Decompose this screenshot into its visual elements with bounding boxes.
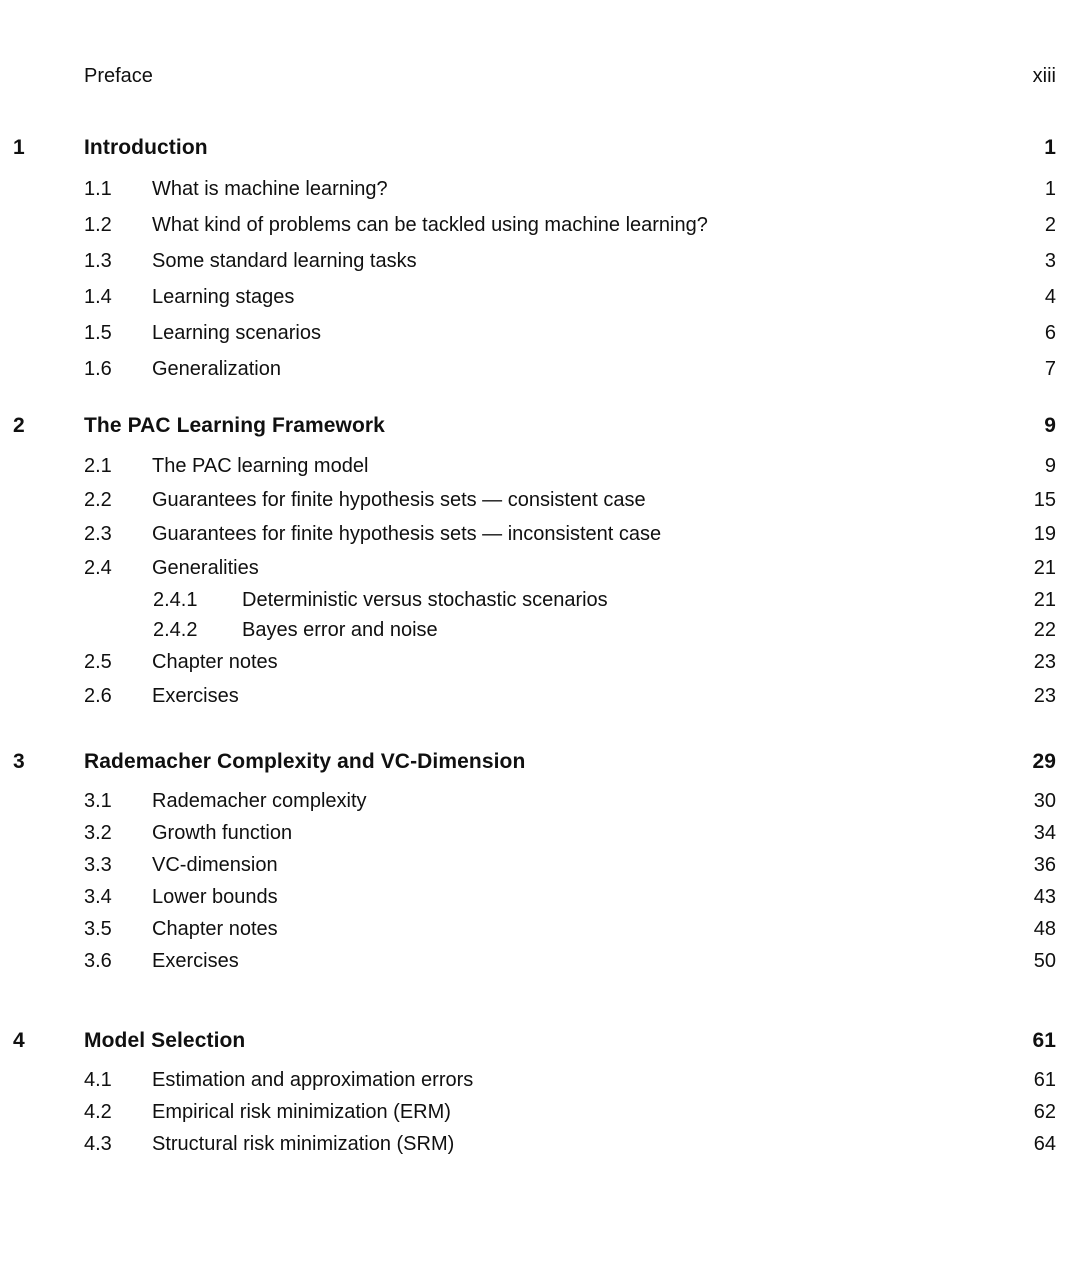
chapter-block xyxy=(0,136,1080,387)
entry-title: Rademacher complexity xyxy=(152,790,367,812)
entry-number: 2.1 xyxy=(84,455,112,477)
entry-title: Learning scenarios xyxy=(152,322,321,344)
entry-page: 21 xyxy=(1033,557,1056,579)
section-entry xyxy=(0,483,1080,517)
entry-number: 2.2 xyxy=(84,489,112,511)
entry-page: 4 xyxy=(1044,286,1056,308)
entry-page: 3 xyxy=(1044,250,1056,272)
entry-number: 1.2 xyxy=(84,214,112,236)
entry-page: 7 xyxy=(1044,358,1056,380)
section-entry xyxy=(0,207,1080,243)
entry-title: VC-dimension xyxy=(152,854,278,876)
entry-page: 61 xyxy=(1033,1069,1056,1091)
entry-title: Structural risk minimization (SRM) xyxy=(152,1133,455,1155)
entry-page: 23 xyxy=(1033,651,1056,673)
entry-title: Chapter notes xyxy=(152,651,278,673)
entry-title: Model Selection xyxy=(84,1029,246,1052)
entry-title: What is machine learning? xyxy=(152,178,388,200)
chapter-heading-entry xyxy=(0,1029,1080,1053)
section-entry xyxy=(0,679,1080,713)
chapter-sections xyxy=(0,1064,1080,1160)
entry-number: 4 xyxy=(13,1029,25,1052)
entry-page: 48 xyxy=(1033,918,1056,940)
entry-page: 21 xyxy=(1033,589,1056,611)
chapter-block xyxy=(0,414,1080,713)
entry-number: 4.2 xyxy=(84,1101,112,1123)
entry-number: 2.4.2 xyxy=(153,619,198,641)
entry-page: 22 xyxy=(1033,619,1056,641)
front-matter-entry xyxy=(0,66,1080,86)
entry-number: 1.5 xyxy=(84,322,112,344)
subsection-entry xyxy=(0,585,1080,615)
entry-page: 9 xyxy=(1044,414,1056,437)
entry-title: The PAC learning model xyxy=(152,455,369,477)
section-entry xyxy=(0,645,1080,679)
entry-number: 1.3 xyxy=(84,250,112,272)
section-entry xyxy=(0,945,1080,977)
chapter-heading-entry xyxy=(0,750,1080,774)
entry-page: 19 xyxy=(1033,523,1056,545)
entry-number: 3.5 xyxy=(84,918,112,940)
entry-page: 6 xyxy=(1044,322,1056,344)
entry-number: 3.3 xyxy=(84,854,112,876)
entry-number: 2.6 xyxy=(84,685,112,707)
section-entry xyxy=(0,351,1080,387)
entry-number: 1.6 xyxy=(84,358,112,380)
chapter-sections xyxy=(0,171,1080,387)
entry-page: 29 xyxy=(1032,750,1056,773)
entry-page: 1 xyxy=(1044,136,1056,159)
entry-page: 50 xyxy=(1033,950,1056,972)
entry-title: Bayes error and noise xyxy=(242,619,438,641)
entry-number: 2.4.1 xyxy=(153,589,198,611)
entry-page: 30 xyxy=(1033,790,1056,812)
entry-number: 3.6 xyxy=(84,950,112,972)
entry-number: 4.3 xyxy=(84,1133,112,1155)
entry-number: 4.1 xyxy=(84,1069,112,1091)
entry-page: 9 xyxy=(1044,455,1056,477)
entry-page: 34 xyxy=(1033,822,1056,844)
section-entry xyxy=(0,1096,1080,1128)
entry-page: 43 xyxy=(1033,886,1056,908)
entry-page: 64 xyxy=(1033,1133,1056,1155)
entry-page: xiii xyxy=(1032,65,1056,87)
section-entry xyxy=(0,279,1080,315)
entry-title: Generalities xyxy=(152,557,259,579)
entry-title: Some standard learning tasks xyxy=(152,250,417,272)
entry-title: Lower bounds xyxy=(152,886,278,908)
entry-page: 1 xyxy=(1044,178,1056,200)
section-entry xyxy=(0,817,1080,849)
entry-title: Deterministic versus stochastic scenarios xyxy=(242,589,608,611)
entry-number: 3 xyxy=(13,750,25,773)
entry-title: Generalization xyxy=(152,358,281,380)
entry-title: Guarantees for finite hypothesis sets — consistent case xyxy=(152,489,646,511)
entry-title: Guarantees for finite hypothesis sets — inconsistent case xyxy=(152,523,662,545)
entry-number: 1.1 xyxy=(84,178,112,200)
entry-page: 2 xyxy=(1044,214,1056,236)
entry-title: Exercises xyxy=(152,685,239,707)
entry-number: 1.4 xyxy=(84,286,112,308)
section-entry xyxy=(0,881,1080,913)
table-of-contents xyxy=(0,66,1080,1160)
entry-number: 2.4 xyxy=(84,557,112,579)
subsection-entry xyxy=(0,615,1080,645)
entry-title: What kind of problems can be tackled using machine learning? xyxy=(152,214,708,236)
section-entry xyxy=(0,1064,1080,1096)
section-entry xyxy=(0,913,1080,945)
entry-title: Rademacher Complexity and VC-Dimension xyxy=(84,750,526,773)
chapter-sections xyxy=(0,785,1080,977)
entry-number: 2.5 xyxy=(84,651,112,673)
entry-number: 3.1 xyxy=(84,790,112,812)
chapter-block xyxy=(0,1029,1080,1160)
chapter-block xyxy=(0,750,1080,977)
entry-title: Introduction xyxy=(84,136,208,159)
entry-number: 2.3 xyxy=(84,523,112,545)
entry-title: The PAC Learning Framework xyxy=(84,414,385,437)
entry-number: 2 xyxy=(13,414,25,437)
entry-number: 3.4 xyxy=(84,886,112,908)
chapter-heading-entry xyxy=(0,136,1080,160)
entry-number: 1 xyxy=(13,136,25,159)
entry-title: Estimation and approximation errors xyxy=(152,1069,474,1091)
chapter-sections xyxy=(0,449,1080,713)
entry-page: 62 xyxy=(1033,1101,1056,1123)
section-entry xyxy=(0,551,1080,585)
entry-page: 15 xyxy=(1033,489,1056,511)
chapter-heading-entry xyxy=(0,414,1080,438)
entry-title: Empirical risk minimization (ERM) xyxy=(152,1101,451,1123)
section-entry xyxy=(0,785,1080,817)
section-entry xyxy=(0,315,1080,351)
section-entry xyxy=(0,1128,1080,1160)
entry-page: 23 xyxy=(1033,685,1056,707)
entry-page: 36 xyxy=(1033,854,1056,876)
entry-title: Chapter notes xyxy=(152,918,278,940)
entry-title: Preface xyxy=(84,65,153,87)
section-entry xyxy=(0,243,1080,279)
section-entry xyxy=(0,171,1080,207)
section-entry xyxy=(0,449,1080,483)
section-entry xyxy=(0,849,1080,881)
entry-title: Growth function xyxy=(152,822,293,844)
section-entry xyxy=(0,517,1080,551)
entry-page: 61 xyxy=(1032,1029,1056,1052)
entry-title: Learning stages xyxy=(152,286,295,308)
entry-title: Exercises xyxy=(152,950,239,972)
entry-number: 3.2 xyxy=(84,822,112,844)
